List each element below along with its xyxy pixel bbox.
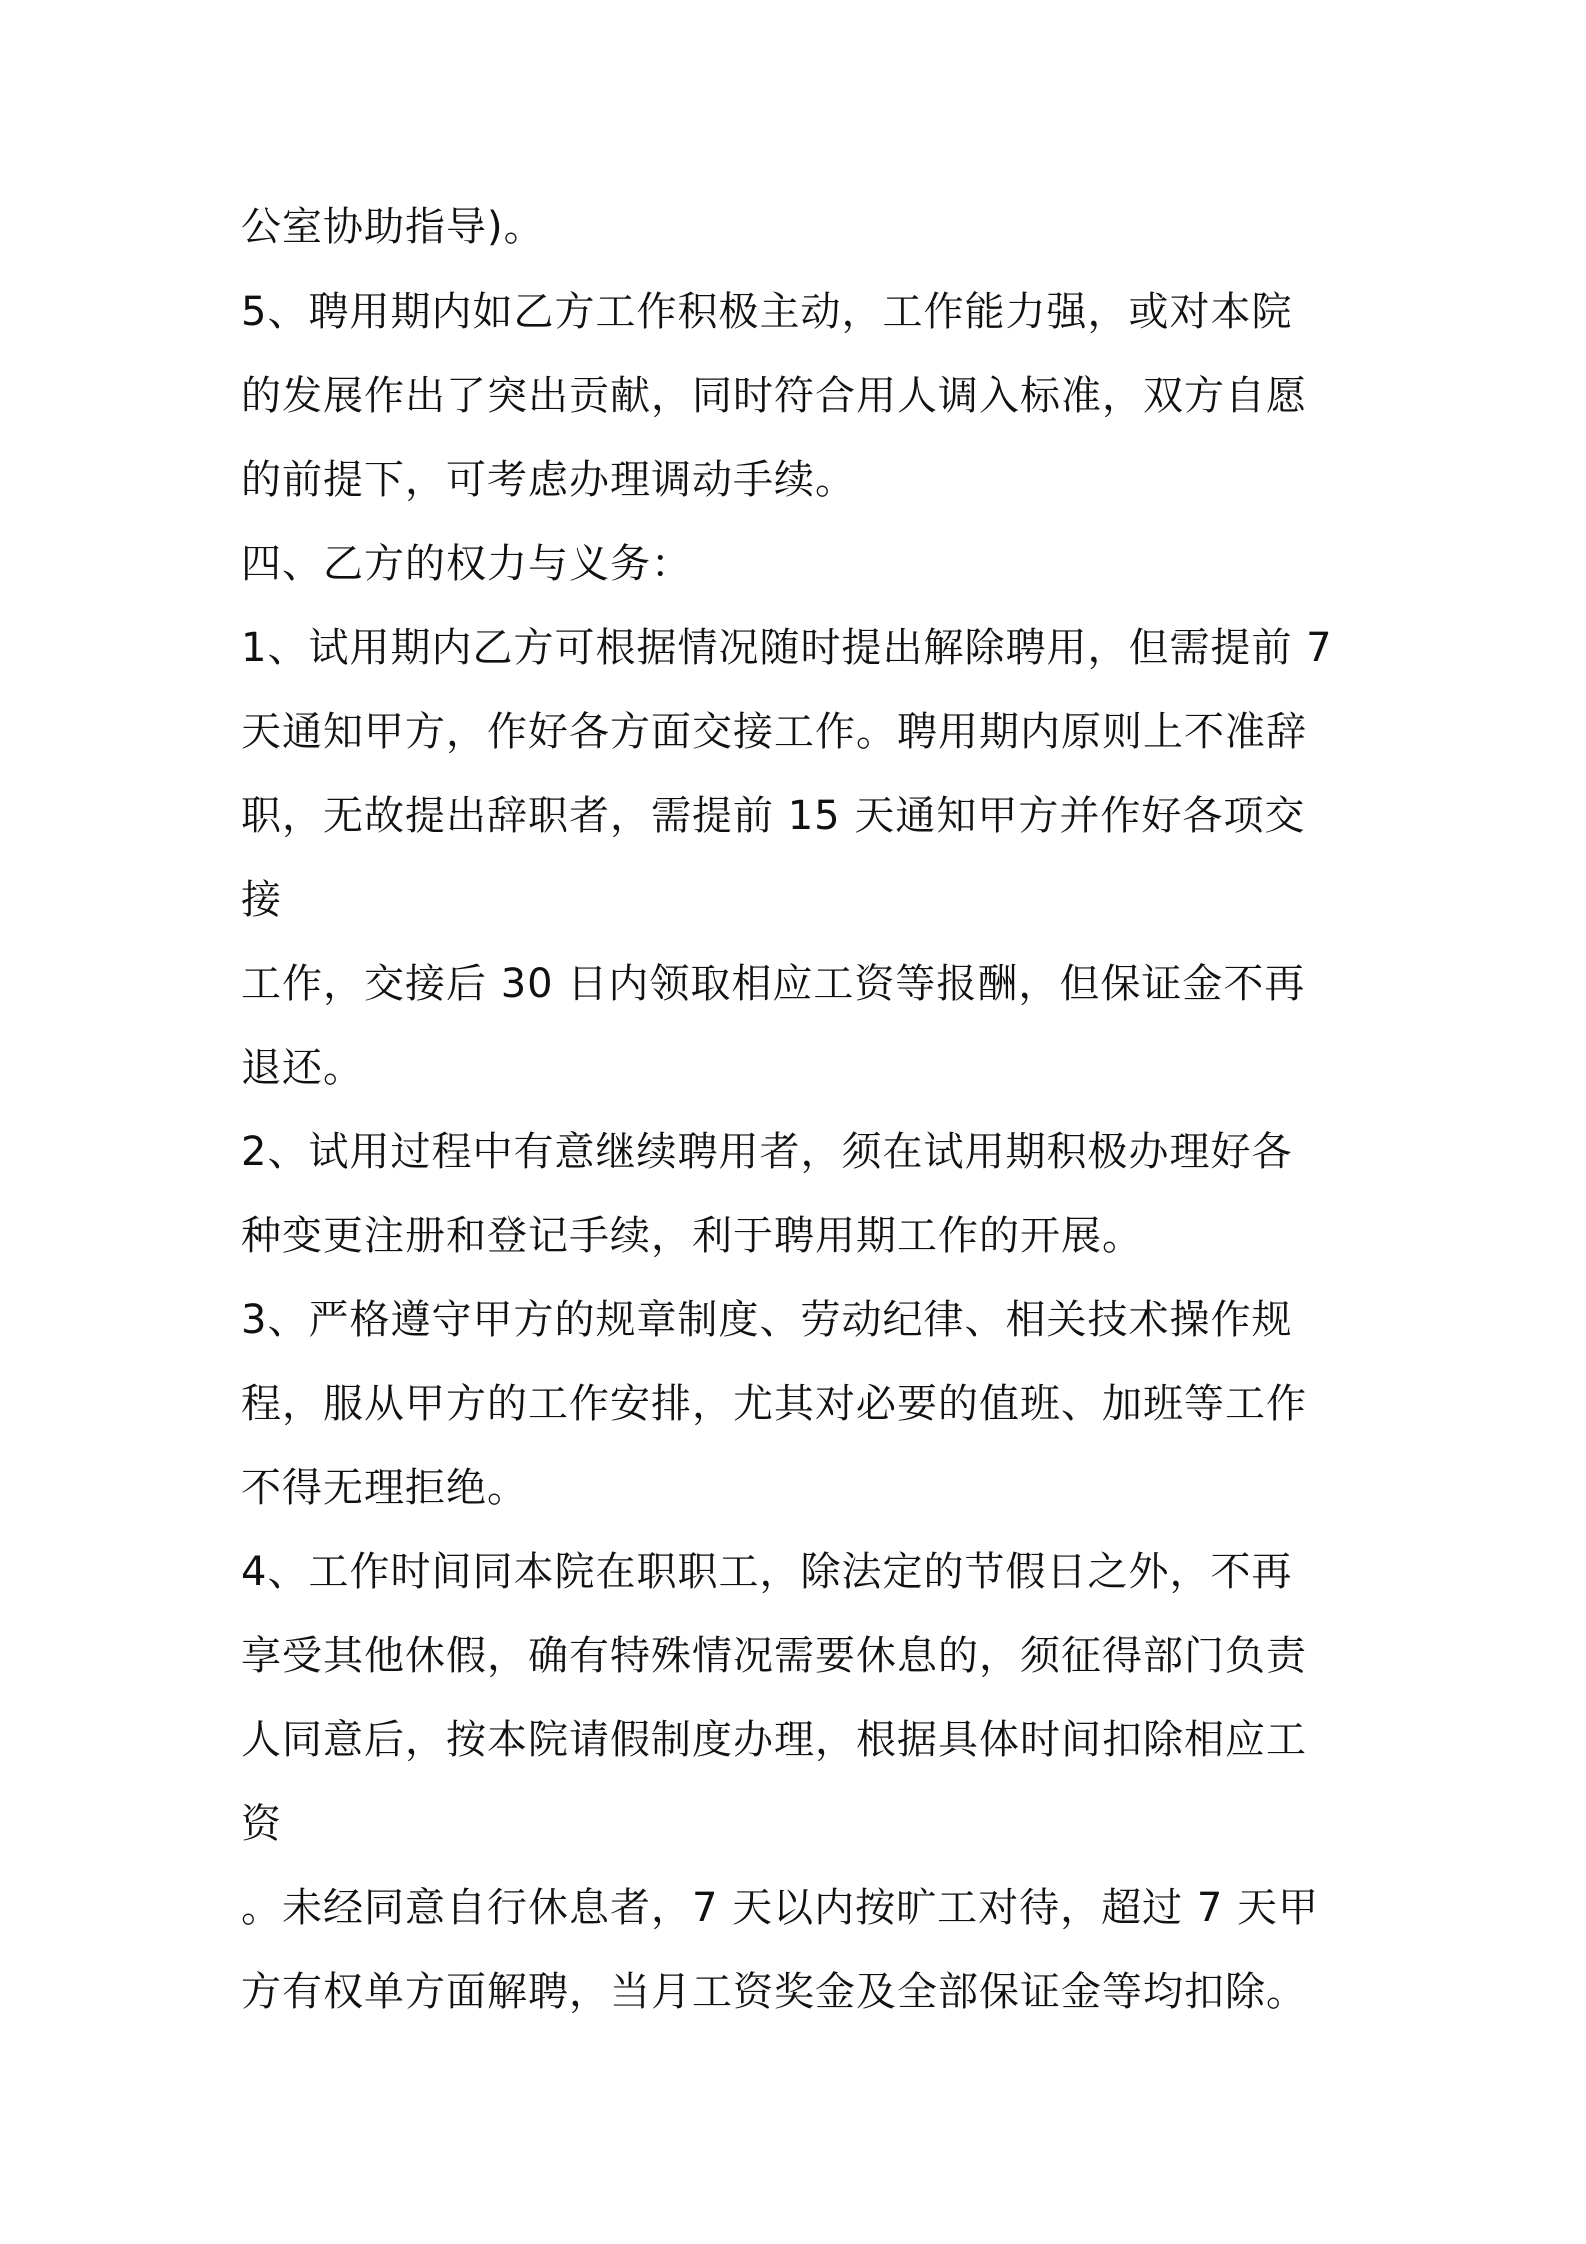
text-line: 的前提下，可考虑办理调动手续。 bbox=[241, 457, 856, 503]
text-line: 公室协助指导)。 bbox=[241, 204, 545, 250]
text-line: 接 bbox=[241, 877, 282, 923]
text-line: 工作，交接后 30 日内领取相应工资等报酬，但保证金不再 bbox=[241, 961, 1306, 1007]
text-line: 人同意后，按本院请假制度办理，根据具体时间扣除相应工 bbox=[241, 1717, 1307, 1763]
text-line: 3、严格遵守甲方的规章制度、劳动纪律、相关技术操作规 bbox=[241, 1297, 1293, 1343]
text-line: 程，服从甲方的工作安排，尤其对必要的值班、加班等工作 bbox=[241, 1381, 1307, 1427]
text-line: 2、试用过程中有意继续聘用者，须在试用期积极办理好各 bbox=[241, 1129, 1293, 1175]
text-line: 1、试用期内乙方可根据情况随时提出解除聘用，但需提前 7 bbox=[241, 625, 1333, 671]
text-line: 4、工作时间同本院在职职工，除法定的节假日之外，不再 bbox=[241, 1549, 1293, 1595]
section-heading: 四、乙方的权力与义务： bbox=[241, 541, 692, 587]
text-line: 的发展作出了突出贡献，同时符合用人调入标准，双方自愿 bbox=[241, 373, 1307, 419]
text-line: 退还。 bbox=[241, 1045, 364, 1091]
text-line: 享受其他休假，确有特殊情况需要休息的，须征得部门负责 bbox=[241, 1633, 1307, 1679]
text-line: 不得无理拒绝。 bbox=[241, 1465, 528, 1511]
text-line: 方有权单方面解聘，当月工资奖金及全部保证金等均扣除。 bbox=[241, 1969, 1307, 2015]
text-line: 种变更注册和登记手续，利于聘用期工作的开展。 bbox=[241, 1213, 1143, 1259]
text-line: 5、聘用期内如乙方工作积极主动，工作能力强，或对本院 bbox=[241, 289, 1293, 335]
text-line: 职，无故提出辞职者，需提前 15 天通知甲方并作好各项交 bbox=[241, 793, 1306, 839]
text-line: 。未经同意自行休息者，7 天以内按旷工对待，超过 7 天甲 bbox=[241, 1885, 1320, 1931]
text-line: 天通知甲方，作好各方面交接工作。聘用期内原则上不准辞 bbox=[241, 709, 1307, 755]
text-line: 资 bbox=[241, 1801, 282, 1847]
